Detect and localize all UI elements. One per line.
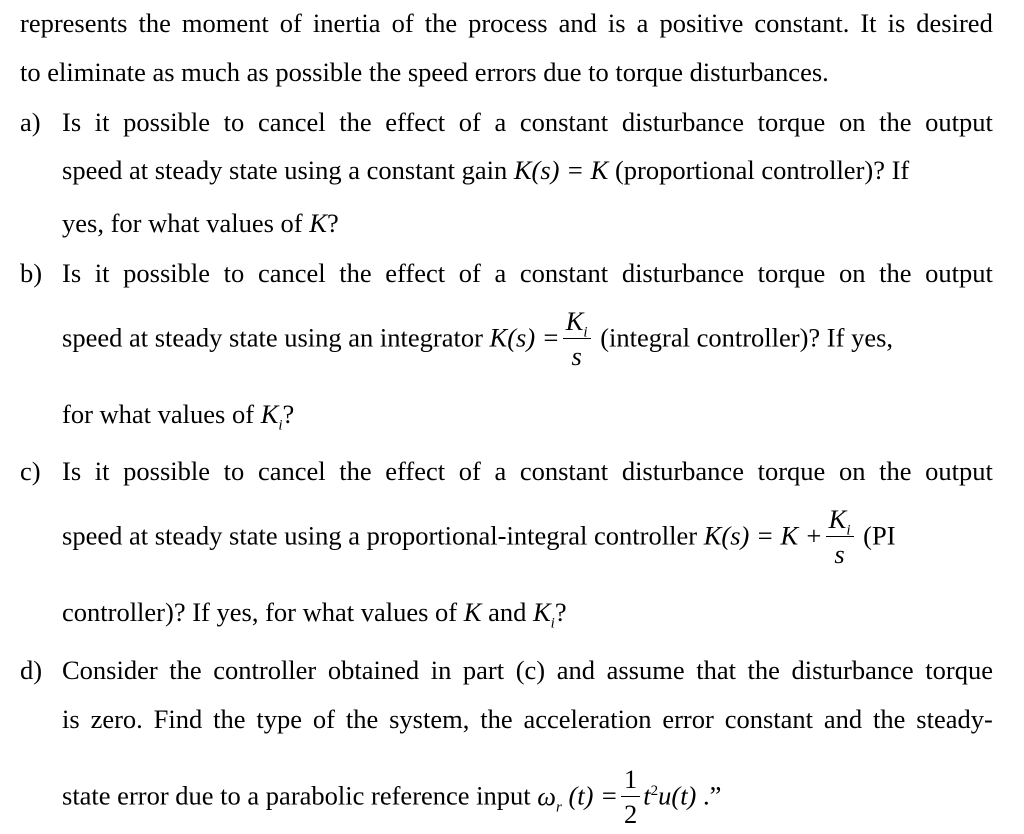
part-c-line-3-text: controller)? If yes, for what values of [62, 597, 464, 627]
part-a-line-2 [62, 157, 909, 184]
word: on [838, 107, 866, 137]
part-c-label: c) [20, 456, 41, 486]
word: is [887, 8, 906, 38]
word: that [696, 655, 736, 685]
word: the [345, 704, 379, 734]
word: steady- [916, 704, 993, 734]
word: constant [519, 258, 609, 288]
part-b-line-3 [62, 399, 295, 434]
part-b-line-2-tail: (integral controller)? If yes, [593, 322, 894, 353]
word: on [838, 456, 866, 486]
part-b-ki-symbol [260, 399, 283, 434]
part-c-fraction [826, 506, 854, 567]
word: possible [123, 107, 211, 137]
word: output [925, 107, 993, 137]
word: output [925, 456, 993, 486]
part-c-fraction-denominator: s [834, 538, 845, 569]
word: the [424, 8, 458, 38]
part-d-t-squared: 2 [650, 782, 659, 799]
word: of [458, 456, 481, 486]
part-b-line-2-text: speed at steady state using an integrator [62, 322, 490, 353]
word: torque [757, 258, 826, 288]
word: possible [123, 258, 211, 288]
intro-line-2: to eliminate as much as possible the speed errors due to torque disturbances. [20, 57, 829, 87]
part-b-label: b) [20, 258, 43, 288]
word: the [480, 704, 513, 734]
word: output [925, 258, 993, 288]
part-c-line-2-tail: (PI [856, 520, 896, 551]
word: process [468, 8, 548, 38]
part-c-num-sub: i [846, 522, 851, 539]
word: of [458, 258, 481, 288]
part-a-line-3-tail: ? [326, 208, 339, 238]
part-b-num-k: K [565, 306, 584, 336]
part-d-omega-symbol [537, 780, 562, 815]
word: Is [62, 107, 82, 137]
word: a [494, 107, 507, 137]
word: the [879, 258, 912, 288]
word: disturbance [621, 107, 744, 137]
part-b-controller-lhs: K(s) = [489, 322, 560, 353]
word: torque [757, 107, 826, 137]
word: torque [757, 456, 826, 486]
part-d-line-3 [62, 764, 722, 829]
word: moment [181, 8, 269, 38]
word: inertia [312, 8, 381, 38]
word: a [494, 456, 507, 486]
word: type [256, 704, 303, 734]
part-d-half-denominator: 2 [624, 798, 638, 829]
part-a-line-3-text: yes, for what values of [62, 208, 310, 238]
word: disturbance [621, 258, 744, 288]
word: of [458, 107, 481, 137]
word: and [558, 8, 597, 38]
word: effect [385, 456, 446, 486]
part-c-line-3 [62, 597, 567, 632]
word: the [747, 655, 780, 685]
intro-line-1 [20, 10, 993, 37]
word: torque [925, 655, 993, 685]
word: on [838, 258, 866, 288]
part-d-line-1 [62, 657, 993, 684]
part-d-line-3-tail: .” [696, 780, 722, 811]
word: cancel [257, 456, 326, 486]
word: cancel [257, 258, 326, 288]
part-b-ki-sub: i [278, 417, 283, 434]
part-d-half-numerator: 1 [621, 766, 640, 797]
word: zero. [90, 704, 143, 734]
part-c-k-symbol: K [463, 597, 482, 627]
word: controller [213, 655, 317, 685]
part-d-equals: (t) = [561, 780, 618, 811]
word: to [223, 107, 245, 137]
part-a-k-symbol: K [309, 208, 327, 238]
word: constant. [754, 8, 850, 38]
part-c-ki-symbol [532, 597, 555, 632]
word: a [636, 8, 649, 38]
part-a-gain-equation: K(s) = K [513, 155, 609, 185]
word: is [607, 8, 626, 38]
word: and [823, 704, 863, 734]
word: represents [20, 8, 128, 38]
word: to [223, 456, 245, 486]
part-d-label: d) [20, 655, 43, 685]
word: disturbance [791, 655, 914, 685]
word: the [213, 704, 246, 734]
word: it [94, 258, 110, 288]
part-d-omega: ω [537, 780, 556, 811]
part-c-line-2 [62, 504, 896, 569]
part-b-line-2 [62, 306, 894, 371]
part-d-unit-step: u(t) [658, 780, 697, 811]
word: the [339, 456, 372, 486]
part-c-ki-sub: i [550, 615, 555, 632]
part-c-line-2-text: speed at steady state using a proportional-integral controller [62, 520, 704, 551]
part-a-label: a) [20, 107, 41, 137]
part-d-omega-sub: r [556, 798, 562, 815]
word: disturbance [621, 456, 744, 486]
word: positive [659, 8, 744, 38]
part-c-controller-lhs: K(s) = K + [703, 520, 823, 551]
word: a [494, 258, 507, 288]
word: cancel [257, 107, 326, 137]
word: to [223, 258, 245, 288]
word: it [94, 107, 110, 137]
part-c-num-k: K [828, 504, 847, 534]
part-c-and: and [481, 597, 533, 627]
part-b-ki-k: K [260, 399, 279, 429]
word: the [169, 655, 202, 685]
word: Is [62, 456, 82, 486]
word: constant [519, 456, 609, 486]
part-b-line-1 [62, 260, 993, 287]
part-c-line-3-tail: ? [554, 597, 567, 627]
word: the [339, 258, 372, 288]
word: acceleration [523, 704, 652, 734]
word: Is [62, 258, 82, 288]
part-b-num-sub: i [583, 324, 588, 341]
word: constant [519, 107, 609, 137]
part-b-line-3-text: for what values of [62, 399, 261, 429]
word: part [462, 655, 505, 685]
word: constant [724, 704, 814, 734]
word: of [312, 704, 335, 734]
word: the [879, 107, 912, 137]
word: Find [153, 704, 203, 734]
word: of [279, 8, 302, 38]
part-b-fraction [563, 308, 591, 369]
word: (c) [515, 655, 546, 685]
word: effect [385, 107, 446, 137]
word: desired [916, 8, 993, 38]
word: the [339, 107, 372, 137]
word: and [556, 655, 595, 685]
part-a-line-3 [62, 210, 339, 237]
part-b-fraction-numerator [563, 308, 591, 339]
part-c-ki-k: K [532, 597, 551, 627]
part-b-line-3-tail: ? [282, 399, 295, 429]
part-d-line-2 [62, 706, 993, 733]
part-a-line-2-tail: (proportional controller)? If [608, 155, 910, 185]
word: in [430, 655, 452, 685]
word: the [138, 8, 171, 38]
word: system, [389, 704, 470, 734]
word: Consider [62, 655, 158, 685]
part-a-line-1 [62, 109, 993, 136]
part-d-half-fraction [621, 766, 640, 827]
part-c-line-1 [62, 458, 993, 485]
part-c-fraction-numerator [826, 506, 854, 537]
word: error [662, 704, 714, 734]
word: obtained [327, 655, 420, 685]
word: effect [385, 258, 446, 288]
word: the [879, 456, 912, 486]
word: the [873, 704, 906, 734]
word: it [94, 456, 110, 486]
part-d-line-3-text: state error due to a parabolic reference input [62, 780, 538, 811]
part-b-fraction-denominator: s [571, 340, 582, 371]
word: assume [606, 655, 685, 685]
part-d-t: t [643, 780, 651, 811]
word: of [391, 8, 414, 38]
word: possible [123, 456, 211, 486]
part-a-line-2-text: speed at steady state using a constant gain [62, 155, 514, 185]
word: It [860, 8, 877, 38]
word: is [62, 704, 80, 734]
